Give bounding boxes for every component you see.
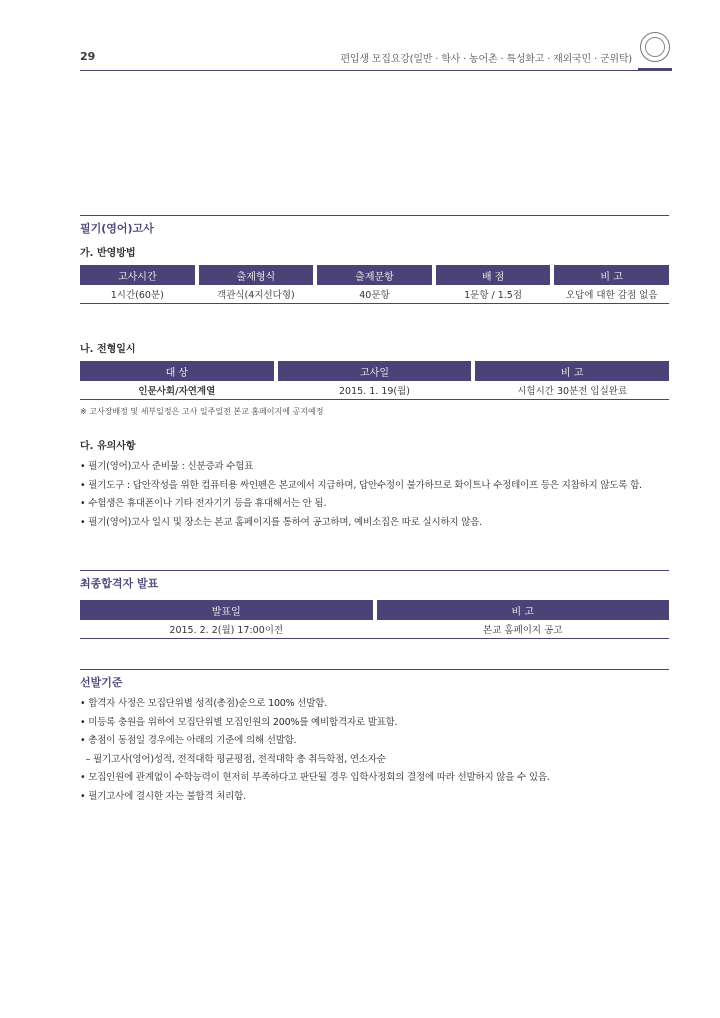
header-cell: 고사일 xyxy=(278,361,472,381)
table-header-row xyxy=(80,361,669,381)
cautions-list xyxy=(80,458,669,532)
list-item: • 필기(영어)고사 준비물 : 신분증과 수험표 xyxy=(80,461,254,472)
page-content xyxy=(80,215,669,806)
schedule-table xyxy=(80,361,669,400)
header-title: 편입생 모집요강(일반 · 학사 · 농어촌 · 특성화고 · 재외국민 · 군위탁) xyxy=(340,54,632,65)
header-cell: 고사시간 xyxy=(80,265,195,285)
header-cell: 비 고 xyxy=(554,265,669,285)
header-cell: 출제문항 xyxy=(317,265,432,285)
table-cell: 오답에 대한 감점 없음 xyxy=(565,290,658,301)
table-row xyxy=(80,285,669,304)
table-cell: 2015. 1. 19(월) xyxy=(339,386,410,397)
page-number: 29 xyxy=(80,50,96,63)
table-row xyxy=(80,381,669,400)
table-cell: 1시간(60분) xyxy=(110,290,164,301)
table-cell: 시험시간 30분전 입실완료 xyxy=(517,386,628,397)
header-rule xyxy=(80,70,638,71)
selection-list xyxy=(80,695,669,806)
page-header xyxy=(80,40,672,72)
list-item: • 합격자 사정은 모집단위별 성적(총점)순으로 100% 선발함. xyxy=(80,698,328,709)
header-cell: 비 고 xyxy=(377,600,670,620)
university-seal-icon xyxy=(640,32,670,62)
header-rule-accent xyxy=(638,68,672,71)
list-item: • 수험생은 휴대폰이나 기타 전자기기 등을 휴대해서는 안 됨. xyxy=(80,498,327,509)
list-item: • 모집인원에 관계없이 수학능력이 현저히 부족하다고 판단될 경우 입학사정회의 결정에 따라 선발하지 않을 수 있음. xyxy=(80,772,550,783)
table-cell: 본교 홈페이지 공고 xyxy=(483,625,563,636)
table-header-row xyxy=(80,600,669,620)
header-cell: 배 점 xyxy=(436,265,551,285)
list-item: • 필기도구 : 답안작성을 위한 컴퓨터용 싸인펜은 본교에서 지급하며, 답안수정이 불가하므로 화이트나 수정테이프 등은 지참하지 않도록 함. xyxy=(80,479,642,491)
header-cell: 비 고 xyxy=(475,361,669,381)
table-header-row xyxy=(80,265,669,285)
table-row xyxy=(80,620,669,639)
section-title-exam: 필기(영어)고사 xyxy=(80,215,669,239)
schedule-note: ※ 고사장배정 및 세부일정은 고사 일주일전 본교 홈페이지에 공지예정 xyxy=(80,407,324,416)
table-cell: 40문항 xyxy=(359,290,390,301)
header-cell: 발표일 xyxy=(80,600,373,620)
list-item: • 총점이 동점일 경우에는 아래의 기준에 의해 선발함. xyxy=(80,735,297,746)
subtitle-schedule: 나. 전형일시 xyxy=(80,344,136,355)
section-title-selection: 선발기준 xyxy=(80,669,669,693)
subtitle-cautions: 다. 유의사항 xyxy=(80,441,136,452)
list-item: • 필기(영어)고사 일시 및 장소는 본교 홈페이지를 통하여 공고하며, 예비소집은 따로 실시하지 않음. xyxy=(80,516,482,528)
table-cell: 2015. 2. 2(월) 17:00이전 xyxy=(169,625,284,636)
subtitle-method: 가. 반영방법 xyxy=(80,248,136,259)
announcement-table xyxy=(80,600,669,639)
list-item: • 미등록 충원을 위하여 모집단위별 모집인원의 200%를 예비합격자로 발표함. xyxy=(80,716,398,728)
header-cell: 출제형식 xyxy=(199,265,314,285)
table-cell: 1문항 / 1.5점 xyxy=(464,290,523,301)
header-cell: 대 상 xyxy=(80,361,274,381)
list-item: • 필기고사에 결시한 자는 불합격 처리함. xyxy=(80,790,246,802)
list-item: – 필기고사(영어)성적, 전적대학 평균평점, 전적대학 총 취득학점, 연소자순 xyxy=(80,753,386,765)
table-cell: 객관식(4지선다형) xyxy=(217,290,295,301)
table-cell: 인문사회/자연계열 xyxy=(138,386,216,397)
section-title-announcement: 최종합격자 발표 xyxy=(80,570,669,594)
method-table xyxy=(80,265,669,304)
